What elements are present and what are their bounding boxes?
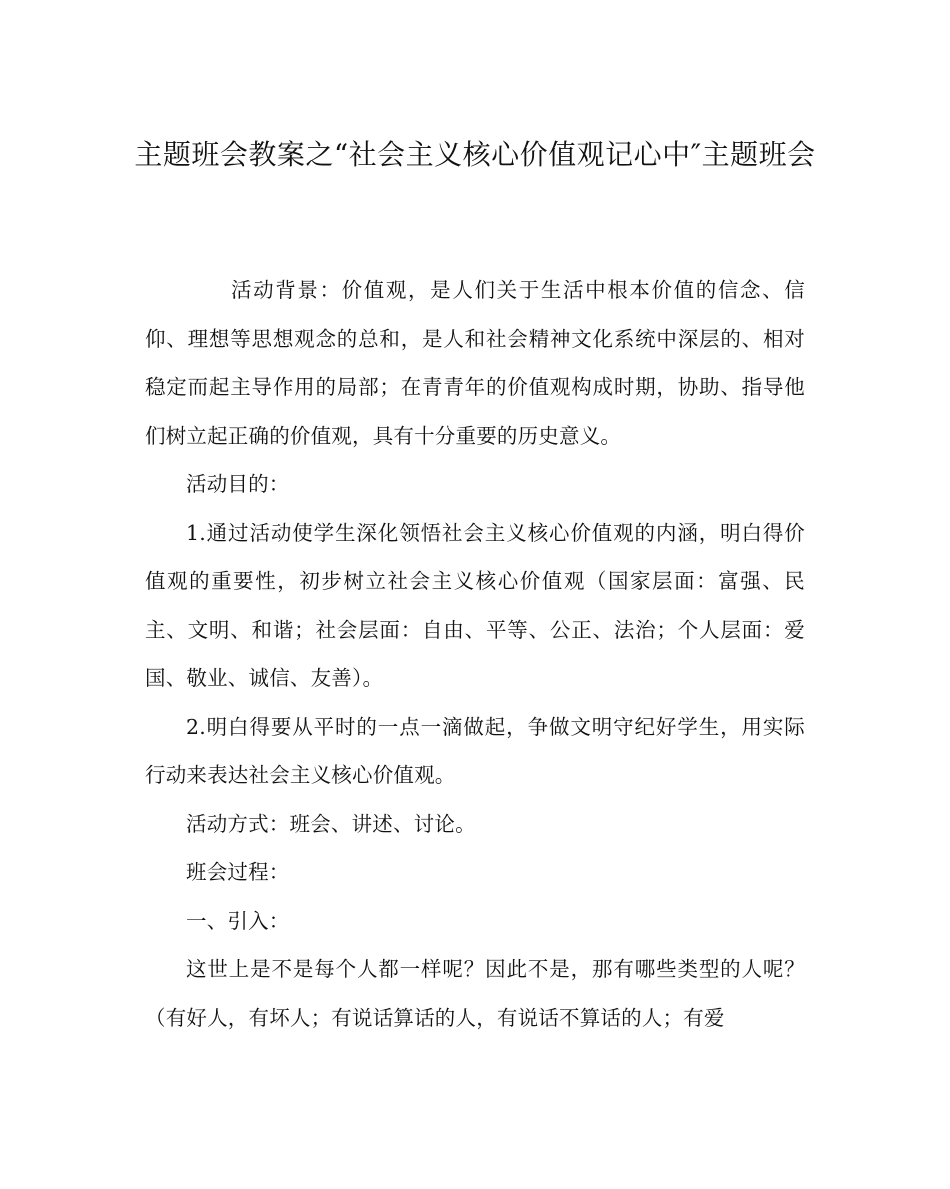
paragraph-goal-2: 2.明白得要从平时的一点一滴做起，争做文明守纪好学生，用实际行动来表达社会主义核心价值观。: [145, 714, 805, 787]
document-title: 主题班会教案之“社会主义核心价值观记心中″主题班会: [134, 138, 816, 171]
paragraph-method: 活动方式：班会、讲述、讨论。: [186, 811, 476, 836]
paragraph-intro: 这世上是不是每个人都一样呢？因此不是，那有哪些类型的人呢？（有好人，有坏人；有说话算话的人，有说话不算话的人；有爱: [145, 957, 805, 1030]
document-body: [145, 266, 805, 1042]
paragraph-background: 活动背景：价值观，是人们关于生活中根本价值的信念、信仰、理想等思想观念的总和，是人和社会精神文化系统中深层的、相对稳定而起主导作用的局部；在青青年的价值观构成时期，协助、指导他们树立起正确的价值观，具有十分重要的历史意义。: [145, 278, 805, 448]
paragraph-goal-heading: 活动目的：: [186, 472, 290, 496]
paragraph-section-1: 一、引入：: [186, 908, 290, 933]
paragraph-goal-1: 1.通过活动使学生深化领悟社会主义核心价值观的内涵，明白得价值观的重要性，初步树立社会主义核心价值观（国家层面：富强、民主、文明、和谐；社会层面：自由、平等、公正、法治；个人层面：爱国、敬业、诚信、友善）。: [145, 520, 805, 690]
paragraph-process-heading: 班会过程：: [186, 860, 290, 884]
